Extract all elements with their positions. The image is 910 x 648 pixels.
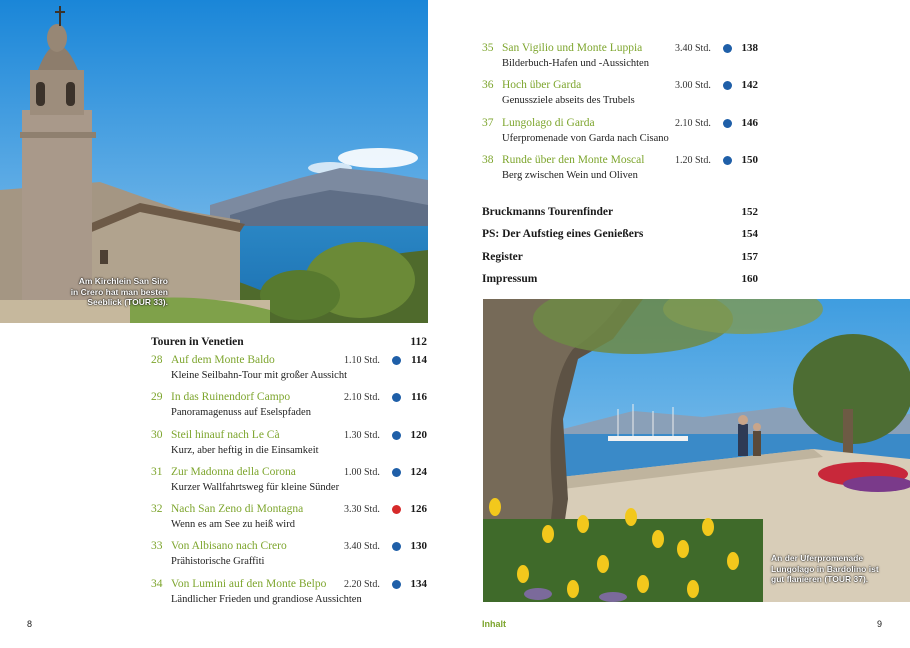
tour-page: 130 (410, 540, 427, 553)
tour-title: Von Lumini auf den Monte Belpo (171, 577, 327, 590)
tour-duration: 2.10 Std. (675, 117, 711, 129)
page-number: 9 (877, 619, 883, 629)
tour-number: 28 (151, 354, 163, 366)
difficulty-dot-icon (392, 542, 401, 551)
tour-entry[interactable] (151, 390, 427, 427)
tour-entry[interactable] (482, 116, 758, 153)
left-page (0, 0, 428, 648)
tour-entry-row (151, 465, 427, 481)
tour-entry-row (151, 353, 427, 369)
caption-line: in Crero hat man besten (70, 286, 168, 297)
difficulty-dot-icon (392, 580, 401, 589)
appendix-title: Register (482, 250, 523, 263)
tour-duration: 1.30 Std. (344, 429, 380, 441)
tour-title: Zur Madonna della Corona (171, 465, 296, 478)
appendix-list (482, 205, 758, 294)
tour-subtitle: Panoramagenuss auf Eselspfaden (171, 407, 311, 419)
tour-list (151, 353, 427, 614)
toc-venetien (151, 335, 427, 614)
tour-entry-row (482, 116, 758, 132)
appendix-page: 152 (741, 206, 758, 218)
tour-title: Hoch über Garda (502, 79, 582, 92)
difficulty-dot-icon (392, 356, 401, 365)
tour-page: 124 (410, 465, 427, 478)
difficulty-dot-icon (723, 119, 732, 128)
tour-number: 36 (482, 79, 494, 92)
tour-duration: 2.10 Std. (344, 392, 380, 404)
tour-subtitle: Berg zwischen Wein und Oliven (502, 169, 638, 181)
difficulty-dot-icon (392, 431, 401, 440)
tour-list (482, 41, 758, 190)
section-page: 112 (410, 336, 427, 348)
tour-entry[interactable] (151, 353, 427, 390)
tour-number: 30 (151, 428, 163, 441)
tour-title: Runde über den Monte Moscal (502, 153, 645, 166)
tour-page: 146 (741, 116, 758, 129)
tour-duration: 1.10 Std. (344, 355, 380, 366)
tour-entry[interactable] (151, 502, 427, 539)
tour-number: 35 (482, 42, 494, 54)
page-number: 8 (27, 619, 33, 629)
tour-number: 37 (482, 116, 494, 129)
tour-entry[interactable] (482, 78, 758, 115)
tour-number: 38 (482, 153, 494, 166)
tour-page: 138 (741, 42, 758, 54)
tour-page: 116 (411, 391, 427, 404)
difficulty-dot-icon (392, 468, 401, 477)
tour-number: 31 (151, 465, 163, 478)
tour-subtitle: Bilderbuch-Hafen und -Aussichten (502, 58, 649, 69)
tour-title: Auf dem Monte Baldo (171, 354, 275, 366)
caption-line: Lungolago in Bardolino ist (771, 563, 879, 574)
footer-section-label: Inhalt (482, 619, 506, 629)
tour-page: 126 (410, 503, 427, 516)
appendix-title: PS: Der Aufstieg eines Genießers (482, 228, 644, 241)
tour-duration: 2.20 Std. (344, 578, 380, 590)
tour-title: Lungolago di Garda (502, 116, 595, 129)
tour-entry-row (151, 577, 427, 593)
difficulty-dot-icon (392, 505, 401, 514)
tour-entry-row (482, 41, 758, 57)
appendix-title: Impressum (482, 272, 538, 285)
tour-entry-row (151, 539, 427, 555)
tour-subtitle: Ländlicher Frieden und grandiose Aussichten (171, 593, 362, 605)
tour-page: 150 (741, 153, 758, 166)
appendix-item[interactable] (482, 272, 758, 294)
tour-subtitle: Uferpromenade von Garda nach Cisano (502, 132, 669, 144)
appendix-page: 157 (741, 250, 758, 263)
difficulty-dot-icon (723, 81, 732, 90)
tour-duration: 3.00 Std. (675, 80, 711, 92)
appendix-item[interactable] (482, 250, 758, 272)
section-heading (151, 335, 427, 353)
difficulty-dot-icon (723, 156, 732, 165)
tour-page: 134 (410, 577, 427, 590)
appendix-page: 160 (741, 272, 758, 285)
tour-entry[interactable] (151, 428, 427, 465)
tour-number: 29 (151, 391, 163, 404)
tour-title: Nach San Zeno di Montagna (171, 503, 304, 516)
tour-subtitle: Kleine Seilbahn-Tour mit großer Aussicht (171, 370, 347, 381)
tour-entry[interactable] (151, 577, 427, 614)
tour-entry[interactable] (151, 539, 427, 576)
tour-duration: 1.20 Std. (675, 154, 711, 166)
tour-subtitle: Genussziele abseits des Trubels (502, 95, 635, 107)
appendix-item[interactable] (482, 227, 758, 249)
tour-duration: 3.40 Std. (675, 43, 711, 54)
tour-entry[interactable] (151, 465, 427, 502)
tour-entry-row (482, 153, 758, 169)
tour-title: Steil hinauf nach Le Cà (171, 428, 280, 441)
tour-title: Von Albisano nach Crero (171, 540, 287, 553)
tour-title: San Vigilio und Monte Luppia (502, 42, 643, 54)
caption-line: An der Uferpromenade (771, 553, 864, 563)
appendix-title: Bruckmanns Tourenfinder (482, 206, 614, 218)
tour-page: 114 (411, 354, 427, 366)
appendix-item[interactable] (482, 205, 758, 227)
tour-entry-row (151, 428, 427, 444)
caption-line: gut flanieren (TOUR 37). (771, 574, 869, 584)
caption-line: Am Kirchlein San Siro (78, 276, 168, 286)
tour-entry[interactable] (482, 41, 758, 78)
tour-subtitle: Prähistorische Graffiti (171, 556, 265, 568)
appendix-page: 154 (741, 228, 758, 241)
tour-number: 32 (151, 503, 163, 516)
tour-entry-row (482, 78, 758, 94)
promenade-photo-caption (771, 553, 903, 585)
tour-page: 120 (410, 428, 427, 441)
tour-entry[interactable] (482, 153, 758, 190)
tour-number: 33 (151, 540, 163, 553)
caption-line: Seeblick (TOUR 33). (87, 297, 168, 307)
tour-entry-row (151, 390, 427, 406)
tour-title: In das Ruinendorf Campo (171, 391, 291, 404)
church-photo-caption (38, 276, 168, 308)
tour-duration: 3.30 Std. (344, 504, 380, 516)
tour-subtitle: Wenn es am See zu heiß wird (171, 519, 295, 531)
difficulty-dot-icon (723, 44, 732, 53)
tour-subtitle: Kurzer Wallfahrtsweg für kleine Sünder (171, 481, 340, 493)
tour-page: 142 (741, 79, 758, 92)
tour-subtitle: Kurz, aber heftig in die Einsamkeit (171, 444, 319, 456)
section-title: Touren in Venetien (151, 336, 244, 348)
difficulty-dot-icon (392, 393, 401, 402)
tour-entry-row (151, 502, 427, 518)
tour-duration: 3.40 Std. (344, 541, 380, 553)
toc-continued (482, 41, 758, 190)
tour-duration: 1.00 Std. (344, 466, 380, 478)
tour-number: 34 (151, 577, 163, 590)
church-photo (0, 0, 428, 323)
